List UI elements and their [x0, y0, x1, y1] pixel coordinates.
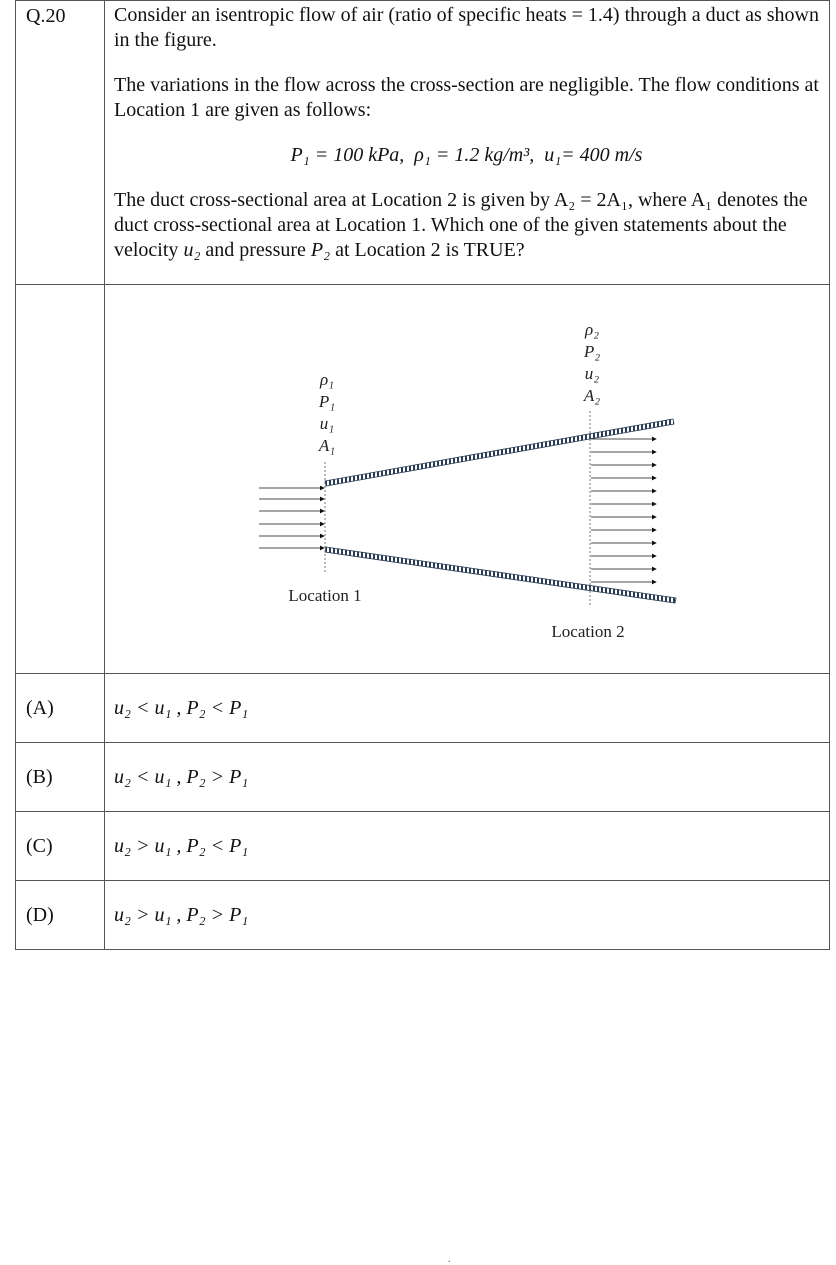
eq-p1: P₁ = 100 kPa, [290, 144, 405, 166]
option-c-cell [105, 812, 830, 881]
para3-velocity: u₂ [183, 239, 201, 261]
option-row-b [16, 743, 830, 812]
location-1-caption: Location 1 [288, 586, 362, 605]
loc1-label-a: A₁ [318, 436, 336, 455]
para3-part-c: and pressure [200, 239, 311, 261]
figure-blank-cell [16, 285, 105, 674]
location-2-caption: Location 2 [551, 622, 625, 641]
figure-row [16, 285, 830, 674]
flow-conditions-equation [114, 143, 819, 168]
eq-rho1: ρ₁ = 1.2 kg/m³, [414, 144, 535, 166]
upper-duct-wall [325, 419, 674, 486]
para3-part-a: The duct cross-sectional area at Location 2 is given by A₂ = 2A₁, where A₁ denotes the duct cross-sectional area at Location 1. Which one of the given statements about the velocity [114, 189, 808, 261]
loc1-label-rho: ρ₁ [319, 370, 335, 389]
option-a-label: (A) [26, 696, 54, 719]
option-b-label-cell [16, 743, 105, 812]
option-row-c [16, 812, 830, 881]
eq-u1: u₁= 400 m/s [544, 144, 643, 166]
loc1-label-u: u₁ [319, 414, 335, 433]
outlet-flow-arrows [591, 439, 656, 582]
option-c-label-cell [16, 812, 105, 881]
lower-duct-wall [325, 547, 676, 603]
option-b-cell [105, 743, 830, 812]
loc2-label-rho: ρ₂ [584, 320, 600, 339]
para3-part-e: at Location 2 is TRUE? [330, 239, 525, 261]
inlet-flow-arrows [259, 488, 324, 548]
question-number: Q.20 [26, 5, 66, 27]
loc2-label-p: P₂ [583, 342, 601, 361]
option-b-label: (B) [26, 765, 53, 788]
option-row-d [16, 881, 830, 950]
option-d-label-cell [16, 881, 105, 950]
option-row-a [16, 674, 830, 743]
option-c-label: (C) [26, 834, 53, 857]
option-a-label-cell [16, 674, 105, 743]
option-d-cell [105, 881, 830, 950]
question-row [16, 1, 830, 285]
option-d-label: (D) [26, 903, 54, 926]
question-para-3 [114, 188, 819, 263]
question-text-cell [105, 1, 830, 285]
loc1-label-p: P₁ [318, 392, 336, 411]
duct-figure [105, 285, 830, 673]
footer-mark: . [448, 1254, 451, 1265]
question-number-cell [16, 1, 105, 285]
figure-cell [105, 285, 830, 674]
option-b-expression: u₂ < u₁ , P₂ > P₁ [114, 765, 249, 788]
option-c-expression: u₂ > u₁ , P₂ < P₁ [114, 834, 249, 857]
loc2-label-u: u₂ [584, 364, 600, 383]
option-a-expression: u₂ < u₁ , P₂ < P₁ [114, 696, 249, 719]
question-table [15, 0, 830, 950]
loc2-label-a: A₂ [583, 386, 601, 405]
question-para-1: Consider an isentropic flow of air (ratio of specific heats = 1.4) through a duct as shown in the figure. [114, 4, 819, 51]
option-a-cell [105, 674, 830, 743]
option-d-expression: u₂ > u₁ , P₂ > P₁ [114, 903, 249, 926]
question-para-2: The variations in the flow across the cross-section are negligible. The flow conditions at Location 1 are given as follows: [114, 74, 819, 121]
para3-pressure: P₂ [310, 239, 331, 261]
